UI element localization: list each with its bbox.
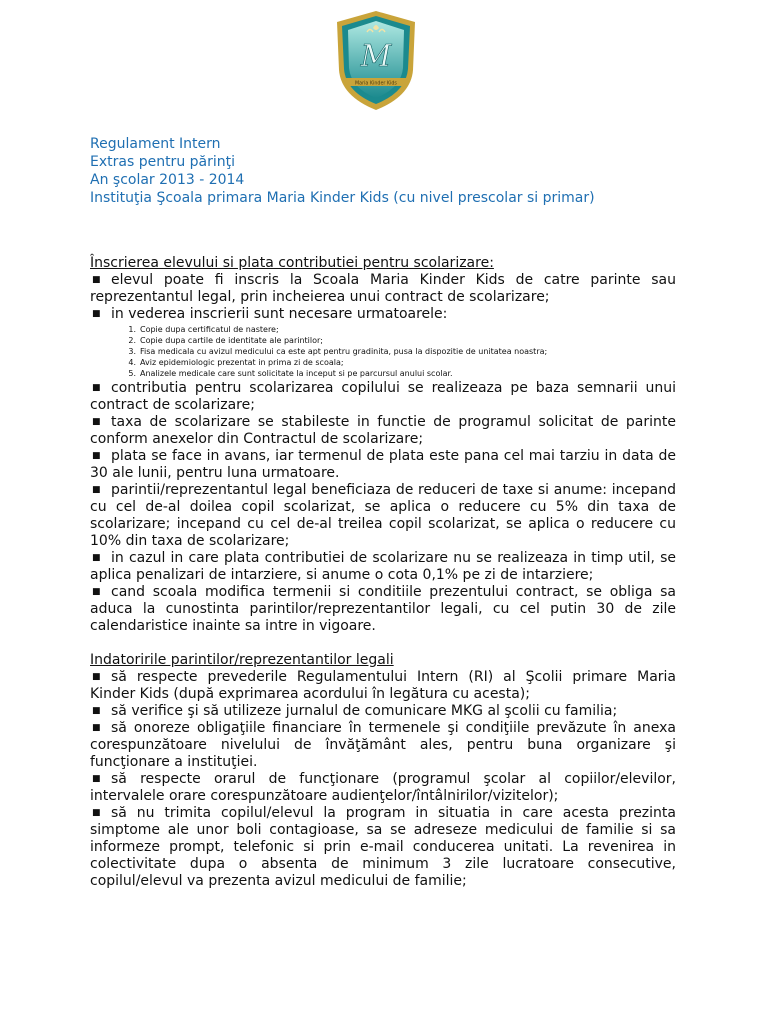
bullet-icon: ■: [92, 309, 101, 319]
section-title-enrollment: Înscrierea elevului si plata contributiei pentru scolarizare:: [90, 255, 494, 271]
document-item: 2. Copie dupa cartile de identitate ale parintilor;: [128, 336, 324, 345]
bullet-icon: ■: [92, 485, 101, 495]
document-header: [90, 135, 730, 207]
bullet-icon: ■: [92, 451, 101, 461]
list-item: ■ să onoreze obligaţiile financiare în termenele şi condiţiile prevăzute în anexa corespunzătoare nivelului de învăţământ ales, pentru buna organizare şi funcţionare a instituţiei.: [90, 720, 676, 770]
bullet-icon: ■: [92, 672, 101, 682]
list-item: ■ taxa de scolarizare se stabileste in functie de programul solicitat de parinte conform anexelor din Contractul de scolarizare;: [90, 414, 676, 447]
header-title: Regulament Intern: [90, 136, 221, 152]
list-item: ■ elevul poate fi inscris la Scoala Maria Kinder Kids de catre parinte sau reprezentantul legal, prin incheierea unui contract de scolarizare;: [90, 272, 676, 305]
bullet-icon: ■: [92, 275, 101, 285]
bullet-icon: ■: [92, 808, 101, 818]
bullet-icon: ■: [92, 383, 101, 393]
header-institution: Instituţia Şcoala primara Maria Kinder Kids (cu nivel prescolar si primar): [90, 190, 595, 206]
list-item: ■ să respecte orarul de funcţionare (programul şcolar al copiilor/elevilor, intervalele orare corespunzătoare audienţelor/întâlnirilor/vizitelor);: [90, 771, 676, 804]
header-school-year: An şcolar 2013 - 2014: [90, 172, 245, 188]
list-item: ■ să respecte prevederile Regulamentului Intern (RI) al Şcolii primare Maria Kinder Kids (după exprimarea acordului în legătura cu acesta);: [90, 669, 676, 702]
document-item: 1. Copie dupa certificatul de nastere;: [128, 325, 279, 334]
document-item: 5. Analizele medicale care sunt solicitate la inceput si pe parcursul anului scolar.: [128, 369, 453, 378]
bullet-icon: ■: [92, 706, 101, 716]
school-crest-logo: [333, 8, 419, 113]
list-item: ■ plata se face in avans, iar termenul de plata este pana cel mai tarziu in data de 30 ale lunii, pentru luna urmatoare.: [90, 448, 676, 481]
document-item: 3. Fisa medicala cu avizul medicului ca este apt pentru gradinita, pusa la dispozitie de unitatea noastra;: [128, 347, 548, 356]
list-item: ■ in vederea inscrierii sunt necesare urmatoarele:: [92, 306, 448, 322]
bullet-icon: ■: [92, 553, 101, 563]
document-item: 4. Aviz epidemiologic prezentat in prima zi de scoala;: [128, 358, 344, 367]
section-spacer: [90, 635, 676, 652]
logo-ribbon-text: Maria Kinder Kids: [355, 81, 397, 87]
bullet-icon: ■: [92, 723, 101, 733]
header-subtitle: Extras pentru părinţi: [90, 154, 236, 170]
section-title-parent-duties: Indatoririle parintilor/reprezentantilor legali: [90, 652, 394, 668]
bullet-icon: ■: [92, 774, 101, 784]
bullet-icon: ■: [92, 417, 101, 427]
list-item: ■ in cazul in care plata contributiei de scolarizare nu se realizeaza in timp util, se aplica penalizari de intarziere, si anume o cota 0,1% pe zi de intarziere;: [90, 550, 676, 583]
list-item: ■ parintii/reprezentantul legal beneficiaza de reduceri de taxe si anume: incepand cu cel de-al doilea copil scolarizat, se aplica o reducere cu 5% din taxa de scolarizare; incepand cu cel de-al treilea copil scolarizat, se aplica o reducere cu 10% din taxa de scolarizare;: [90, 482, 676, 549]
list-item: ■ cand scoala modifica termenii si conditiile prezentului contract, se obliga sa aduca la cunostinta parintilor/reprezentantilor legali, cu cel putin 30 de zile calendaristice inainte sa intre in vigoare.: [90, 584, 676, 634]
document-body: [90, 255, 676, 890]
list-item: ■ să verifice şi să utilizeze jurnalul de comunicare MKG al şcolii cu familia;: [92, 703, 618, 719]
required-documents-list: [90, 324, 676, 379]
svg-text:M: M: [360, 39, 392, 74]
bullet-icon: ■: [92, 587, 101, 597]
list-item: ■ contributia pentru scolarizarea copilului se realizeaza pe baza semnarii unui contract de scolarizare;: [90, 380, 676, 413]
list-item: ■ să nu trimita copilul/elevul la program in situatia in care acesta prezinta simptome ale unor boli contagioase, sa se adreseze medicului de familie si sa informeze prompt, telefonic si prin e-mail conducerea unitati. La revenirea in colectivitate dupa o absenta de minimum 3 zile lucratoare consecutive, copilul/elevul va prezenta avizul medicului de familie;: [90, 805, 676, 889]
